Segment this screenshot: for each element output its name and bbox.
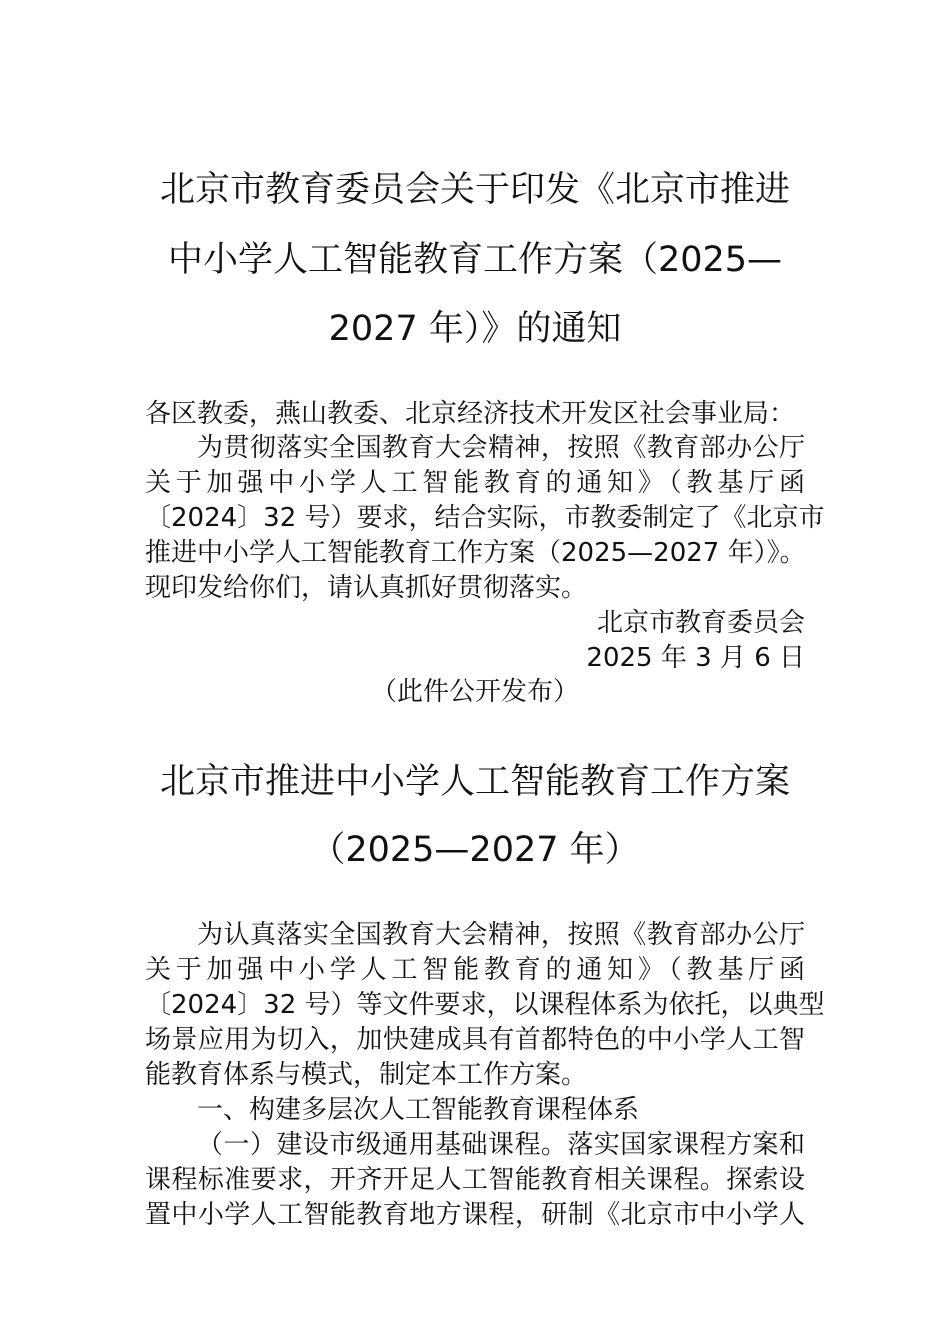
notice-title-line-1: 北京市教育委员会关于印发《北京市推进 bbox=[159, 170, 790, 210]
notice-body-line: 关于加强中小学人工智能教育的通知》（教基厅函 bbox=[145, 468, 805, 498]
notice-body-line: 为贯彻落实全国教育大会精神，按照《教育部办公厅 bbox=[197, 433, 805, 463]
notice-signature: 北京市教育委员会 bbox=[596, 608, 805, 638]
section-heading: 一、构建多层次人工智能教育课程体系 bbox=[197, 1095, 640, 1125]
notice-date: 2025 年 3 月 6 日 bbox=[586, 643, 805, 673]
notice-body-line: 〔2024〕32 号）要求，结合实际，市教委制定了《北京市 bbox=[145, 503, 825, 533]
plan-intro-line: 场景应用为切入，加快建成具有首都特色的中小学人工智 bbox=[145, 1025, 805, 1055]
publication-note: （此件公开发布） bbox=[370, 677, 579, 707]
section-body-line: （一）建设市级通用基础课程。落实国家课程方案和 bbox=[197, 1130, 805, 1160]
plan-title-line-2: （2025—2027 年） bbox=[310, 830, 640, 870]
plan-intro-line: 〔2024〕32 号）等文件要求，以课程体系为依托，以典型 bbox=[145, 990, 825, 1020]
notice-body-line: 推进中小学人工智能教育工作方案（2025—2027 年）》。 bbox=[145, 538, 806, 568]
notice-addressee: 各区教委，燕山教委、北京经济技术开发区社会事业局： bbox=[145, 399, 796, 429]
section-body-line: 置中小学人工智能教育地方课程，研制《北京市中小学人 bbox=[145, 1200, 805, 1230]
plan-intro-line: 能教育体系与模式，制定本工作方案。 bbox=[145, 1060, 588, 1090]
plan-title-line-1: 北京市推进中小学人工智能教育工作方案 bbox=[159, 762, 790, 802]
plan-intro-line: 为认真落实全国教育大会精神，按照《教育部办公厅 bbox=[197, 920, 805, 950]
notice-title-line-3: 2027 年）》的通知 bbox=[328, 309, 622, 349]
notice-title-line-2: 中小学人工智能教育工作方案（2025— bbox=[167, 240, 783, 280]
notice-body-line: 现印发给你们，请认真抓好贯彻落实。 bbox=[145, 573, 588, 603]
section-body-line: 课程标准要求，开齐开足人工智能教育相关课程。探索设 bbox=[145, 1165, 805, 1195]
plan-intro-line: 关于加强中小学人工智能教育的通知》（教基厅函 bbox=[145, 955, 805, 985]
